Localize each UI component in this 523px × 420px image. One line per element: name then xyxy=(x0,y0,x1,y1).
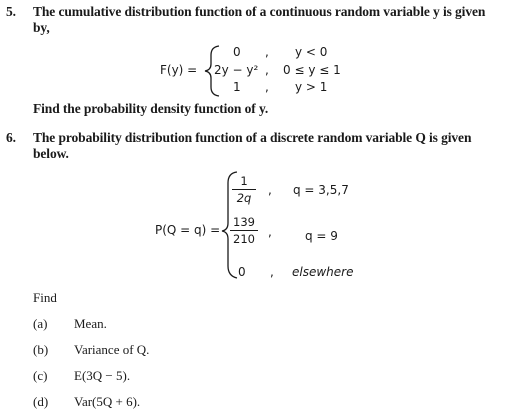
q5-case2-value: 2y − y² xyxy=(214,63,259,77)
q6-part-d-text: Var(5Q + 6). xyxy=(74,394,141,409)
q6-part-d-label: (d) xyxy=(33,394,49,409)
q5-case1-value: 0 xyxy=(233,45,241,59)
q6-case1-cond: q = 3,5,7 xyxy=(293,183,349,197)
q5-case1-cond: y < 0 xyxy=(295,45,328,59)
q5-text-line1: The cumulative distribution function of a continuous random variable y is given xyxy=(33,4,486,19)
q6-number: 6. xyxy=(6,130,16,145)
q5-text-line2: by, xyxy=(33,20,50,35)
q6-case2-numerator: 139 xyxy=(233,215,255,229)
q6-case3-sep: , xyxy=(270,265,274,279)
q6-case1-denominator: 2q xyxy=(236,191,252,205)
q6-part-a-label: (a) xyxy=(33,316,48,331)
q6-part-c-text: E(3Q − 5). xyxy=(74,368,131,383)
q5-case2-sep: , xyxy=(265,63,269,77)
q6-function-label: P(Q = q) = xyxy=(155,223,221,237)
q6-text-line1: The probability distribution function of a discrete random variable Q is given xyxy=(33,130,472,145)
q6-case1-fraction xyxy=(232,174,256,205)
q6-case3-value: 0 xyxy=(238,265,246,279)
fraction-bar xyxy=(230,230,258,231)
q5-case3-cond: y > 1 xyxy=(295,80,328,94)
q6-case1-numerator: 1 xyxy=(240,174,248,188)
q6-case2-cond: q = 9 xyxy=(305,229,338,243)
q5-task: Find the probability density function of y. xyxy=(33,101,269,116)
q5-number: 5. xyxy=(6,4,16,19)
q5-case3-value: 1 xyxy=(233,80,241,94)
q6-part-c-label: (c) xyxy=(33,368,48,383)
q5-case1-sep: , xyxy=(265,45,269,59)
fraction-bar xyxy=(232,189,256,190)
q6-case3-cond: elsewhere xyxy=(292,265,354,279)
q6-part-a-text: Mean. xyxy=(74,316,107,331)
q6-case2-sep: , xyxy=(268,225,272,239)
q6-case1-sep: , xyxy=(268,183,272,197)
q6-part-b-label: (b) xyxy=(33,342,49,357)
q5-function-label: F(y) = xyxy=(160,63,198,77)
q5-case3-sep: , xyxy=(265,80,269,94)
q6-part-b-text: Variance of Q. xyxy=(74,342,150,357)
q6-case2-fraction xyxy=(230,215,258,246)
q6-text-line2: below. xyxy=(33,146,69,161)
q5-case2-cond: 0 ≤ y ≤ 1 xyxy=(283,63,341,77)
q6-case2-denominator: 210 xyxy=(233,232,255,246)
q6-find-label: Find xyxy=(33,290,57,305)
